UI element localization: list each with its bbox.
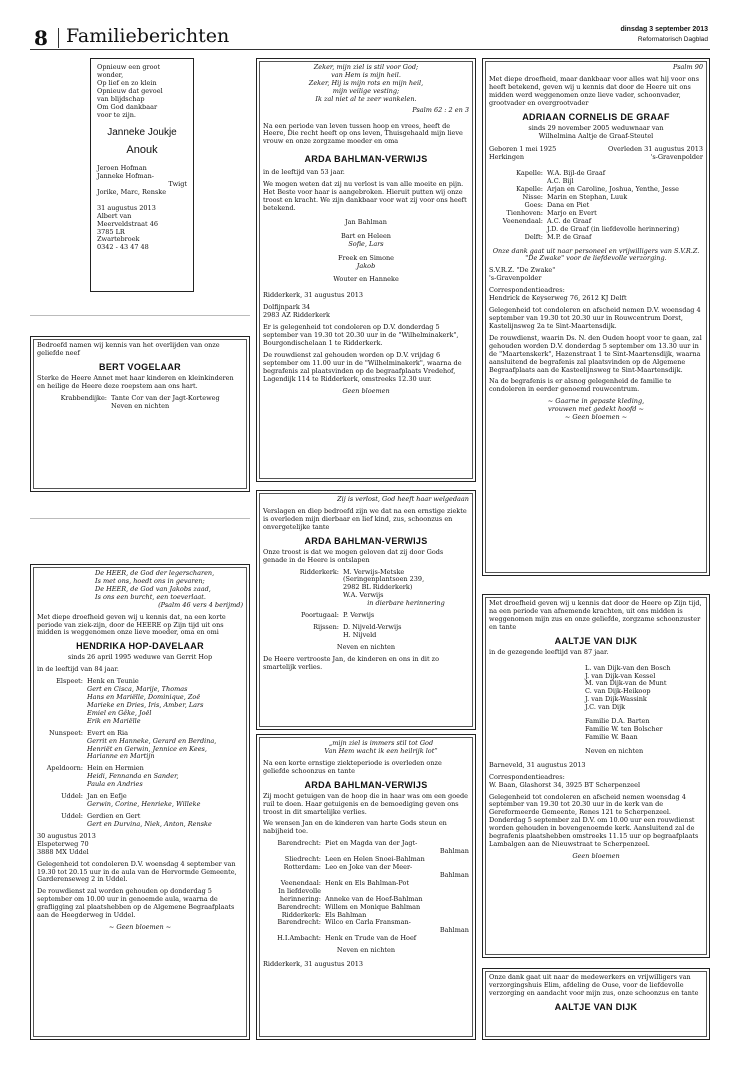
family-list	[263, 840, 469, 943]
family-names	[343, 624, 469, 640]
verse-line: Is met ons, hoedt ons in gevaren;	[95, 576, 205, 585]
address-line: 31 augustus 2013	[97, 203, 156, 212]
place-label: Tienhoven:	[506, 208, 543, 217]
family-names	[87, 793, 243, 809]
family-line: Gerdien en Gert	[87, 812, 141, 821]
family-line: 2982 BL Ridderkerk)	[343, 583, 413, 592]
family-line: Sofie, Lars	[348, 239, 384, 248]
correspondence-address: W. Baan, Glashorst 34, 3925 BT Scherpenzeel	[489, 780, 641, 789]
family-row	[263, 624, 469, 640]
family-line: J. van Dijk-van Kessel	[585, 671, 656, 680]
place-label: Rijssen:	[313, 623, 339, 632]
age-line: in de gezegende leeftijd van 87 jaar.	[489, 647, 609, 656]
closing-text: Geen bloemen	[572, 852, 620, 861]
family-row	[37, 730, 243, 762]
place-label: Goes:	[524, 200, 543, 209]
place-label: Veenendaal:	[502, 216, 543, 225]
parents	[97, 165, 187, 197]
family-line: J.D. de Graaf (in liefdevolle herinnering)	[547, 224, 680, 233]
deceased-name: BERT VOGELAAR	[99, 361, 181, 372]
family-line: A.C. Bijl	[547, 177, 574, 186]
verse-line: Van Hem wacht ik een heilrijk lot”	[324, 746, 438, 755]
closing-text: Geen bloemen	[342, 386, 390, 395]
family-line: Tante Cor van der Jagt-Korteweg	[111, 393, 220, 402]
family-line: Henk en Teunie	[87, 677, 139, 686]
psalm-verse	[263, 64, 469, 104]
psalm-verse	[37, 570, 243, 602]
family-row	[263, 935, 469, 943]
address-line: Zwartebroek	[97, 235, 140, 244]
poem-line: wonder,	[97, 70, 124, 79]
address-line: 0342 - 43 47 48	[97, 243, 149, 252]
parent-line: Jeroen Hofman	[97, 164, 147, 173]
family-row	[263, 840, 469, 848]
poem-line: voor te zijn.	[97, 110, 136, 119]
correspondence-address: Hendrick de Keyserweg 76, 2612 KJ Delft	[489, 294, 627, 303]
thanks-text: Onze dank gaat uit naar personeel en vrijwilligers van S.V.R.Z. "De Zwake" voor de liefdevolle verzorging.	[492, 246, 700, 263]
deceased-name: ARDA BAHLMAN-VERWIJS	[304, 779, 428, 790]
place-label: Ridderkerk:	[299, 567, 339, 576]
family-row	[37, 678, 243, 726]
verse	[263, 740, 469, 756]
place-date: Ridderkerk, 31 augustus 2013	[263, 960, 364, 969]
place-label: Veenendaal:	[280, 878, 321, 887]
family-names	[87, 678, 243, 726]
correspondence-label: Correspondentieadres:	[489, 286, 565, 295]
address	[489, 267, 703, 283]
section-title: Familieberichten	[66, 25, 230, 47]
family-line: D. Nijveld-Verwijs	[343, 623, 402, 632]
family-list	[489, 170, 703, 241]
family-row	[263, 864, 469, 872]
condolence-text: Gelegenheid tot condoleren en afscheid nemen woensdag 4 september van 19.30 tot 20.30 uur in de kerk van de Gereformeerde Gemeente, Renes 121 te Scherpenzeel.	[489, 792, 686, 817]
family-line: Heidi, Fennanda en Sander,	[87, 772, 179, 781]
family-line: Evert en Ria	[87, 728, 128, 737]
closing	[489, 398, 703, 422]
birth-address	[97, 205, 187, 253]
place-label: Barendrecht:	[277, 839, 321, 848]
widow-line: sinds 26 april 1995 weduwe van Gerrit Hop	[67, 653, 213, 662]
family-line: Emiel en Gêke, Joël	[87, 708, 152, 717]
address	[37, 833, 243, 857]
place-label: Ridderkerk:	[281, 910, 321, 919]
place-label: Kapelle:	[516, 185, 543, 194]
thanks-text: Onze dank gaat uit naar de medewerkers en vrijwilligers van verzorgingshuis Elim, afdeling de Ouse, voor de liefdevolle verzorging en aandacht voor mijn zus, onze schoonzus en tante	[489, 973, 699, 997]
family-line: Henk en Els Bahlman-Pot	[325, 878, 410, 887]
address	[263, 304, 469, 320]
place-label: In liefdevolle	[278, 886, 321, 895]
nephews-line: Neven en nichten	[336, 642, 396, 651]
birth-poem	[97, 64, 187, 119]
family-row	[37, 765, 243, 789]
family-list	[263, 219, 469, 285]
family-line: Gert en Cisca, Marije, Thomas	[87, 685, 188, 694]
family-line: Dana en Piet	[547, 200, 590, 209]
address-line: Dolfijnpark 34	[263, 303, 311, 312]
family-line: Gerwin, Corine, Henrieke, Willeke	[87, 800, 201, 809]
poem-line: van blijdschap	[97, 94, 145, 103]
intro-text: Verslagen en diep bedroefd zijn we dat na een ernstige ziekte is overleden mijn dierbaar en lief kind, zus, schoonzus en onvergetelijke tante	[263, 506, 467, 531]
family-line: Jan en Eefje	[87, 792, 127, 801]
birth-announcement-anouk	[90, 58, 194, 292]
place-label: Poortugaal:	[300, 611, 339, 620]
death-place: 's-Gravenpolder	[650, 153, 703, 162]
place-date: Barneveld, 31 augustus 2013	[489, 760, 586, 769]
baby-first-names: Janneke Joukje	[107, 127, 177, 139]
family-row	[37, 793, 243, 809]
obituary-aaltje-van-dijk	[482, 594, 710, 958]
address-line: 2983 AZ Ridderkerk	[263, 311, 330, 320]
family-line: Neven en nichten	[111, 401, 170, 410]
intro-text: Bedroefd namen wij kennis van het overlijden van onze geliefde neef	[37, 341, 220, 357]
family-line: Marin en Stephan, Luuk	[547, 193, 628, 202]
family-row	[489, 234, 703, 242]
family-row	[37, 813, 243, 829]
family-line: W.A. Bijl-de Graaf	[547, 169, 606, 178]
newspaper-name: Reformatorisch Dagblad	[637, 36, 708, 43]
funeral-text: De rouwdienst, waarin Ds. N. den Ouden hoopt voor te gaan, zal gehouden worden D.V. donderdag 5 september om 13.30 uur in de "Maartenskerk", Hazenstraat 1 te Sint-Maartensdijk, waarna aansluitend de begrafenis zal plaatsvinden op de Algemene Begraafplaats aan de Kasteelijnsweg te Sint-Maartensdijk.	[489, 333, 702, 374]
column-separator	[30, 518, 250, 519]
family-line: J. van Dijk-Wassink	[585, 695, 647, 704]
birth-place: Herkingen	[489, 153, 525, 162]
place-label: Uddel:	[61, 792, 83, 801]
family-line: Wouter en Hanneke	[333, 275, 399, 284]
deceased-name: HENDRIKA HOP-DAVELAAR	[76, 641, 204, 652]
family-line: Bahlman	[439, 926, 469, 935]
family-line: M.P. de Graaf	[547, 232, 592, 241]
intro-text: Met diepe droefheid geven wij u kennis dat, na een korte periode van ziek-zijn, door de HEERE op Zijn tijd uit ons midden is weggenomen onze lieve moeder, oma en omi	[37, 612, 226, 637]
funeral-text: De rouwdienst zal gehouden worden op D.V. vrijdag 6 september om 11.00 uur in de "Wilhelminakerk", waarna de begrafenis zal plaatsvinden op de begraafplaats Vredehof, Lagendijk 114 te Ridderkerk, omstreeks 12.30 uur.	[263, 350, 462, 383]
family-names	[87, 765, 243, 789]
address-line: 3888 MX Uddel	[37, 847, 89, 856]
header-divider	[58, 28, 59, 48]
nephews-line: Neven en nichten	[336, 946, 396, 955]
family-line: Bahlman	[439, 870, 469, 879]
family-line: (Seringenplantsoen 239,	[343, 575, 425, 584]
age-line: in de leeftijd van 84 jaar.	[37, 665, 119, 674]
body-text: Onze troost is dat we mogen geloven dat zij door Gods genade in de Heere is ontslapen	[263, 547, 444, 564]
family-row	[489, 226, 703, 234]
family-names	[87, 730, 243, 762]
family-line: Anneke van de Hoef-Bahlman	[325, 894, 423, 903]
deceased-name: ARDA BAHLMAN-VERWIJS	[304, 535, 428, 546]
intro-text: Met droefheid geven wij u kennis dat door de Heere op Zijn tijd, na een periode van afnemende krachten, uit ons midden is weggenomen mijn zus en onze geliefde, zorgzame schoonzuster en tante	[489, 599, 702, 631]
obituary-arda-bahlman-siblings	[256, 734, 476, 1040]
widower-line: Wilhelmina Aaltje de Graaf-Steutel	[538, 131, 654, 140]
parent-line: Twigt	[168, 179, 187, 188]
place-label: H.I.Ambacht:	[277, 934, 321, 943]
place-label: herinnering:	[279, 894, 321, 903]
family-line: W.A. Verwijs	[343, 591, 384, 600]
address-line: Albert van	[97, 211, 132, 220]
verse-line: Is ons een burcht, een toeverlaat.	[95, 592, 206, 601]
family-line: Familie W. Baan	[585, 732, 638, 741]
family-list	[37, 678, 243, 829]
closing-line: ~ Gaarne in gepaste kleding,	[547, 397, 645, 406]
deceased-name: ARDA BAHLMAN-VERWIJS	[304, 154, 428, 165]
body-text: We wensen Jan en de kinderen van harte Gods steun en nabijheid toe.	[263, 819, 447, 836]
family-line: M. van Dijk-van de Munt	[585, 679, 667, 688]
parent-line: Janneke Hofman-	[97, 171, 154, 180]
family-line: Gert en Durvina, Niek, Anton, Renske	[87, 819, 212, 828]
family-row	[37, 395, 243, 411]
family-line: Marjo en Evert	[547, 208, 597, 217]
deceased-name: AALTJE VAN DIJK	[554, 1001, 638, 1012]
family-line: Bart en Heleen	[340, 231, 391, 240]
verse-reference: Psalm 62 : 2 en 3	[412, 105, 469, 114]
birth-date: Geboren 1 mei 1925	[489, 145, 557, 154]
body-text: Sterke de Heere Annet met haar kinderen en kleinkinderen en heilige de Heere deze roepstem aan ons hart.	[37, 373, 234, 390]
death-date: Overleden 31 augustus 2013	[608, 145, 703, 154]
life-dates	[489, 146, 703, 162]
family-names	[87, 813, 243, 829]
death	[608, 146, 703, 162]
family-line: Neven en nichten	[585, 746, 644, 755]
place-label: Barendrecht:	[277, 902, 321, 911]
place-label: Apeldoorn:	[46, 764, 83, 773]
closing-line: vrouwen met gedekt hoofd ~	[548, 405, 644, 414]
verse-line: De HEER, de God der legerscharen,	[95, 569, 215, 577]
poem-line: Op lief en zo klein	[97, 78, 157, 87]
family-line: Piet en Magda van der Jagt-	[325, 839, 418, 848]
verse-line: mijn veilige vesting;	[332, 86, 400, 95]
family-line: Familie D.A. Barten	[585, 717, 650, 726]
family-line: M. Verwijs-Metske	[343, 567, 405, 576]
widower-line: sinds 29 november 2005 weduwnaar van	[528, 123, 664, 132]
verse-reference: (Psalm 46 vers 4 berijmd)	[158, 600, 243, 609]
family-line: Paula en Andries	[87, 780, 143, 789]
verse-reference: Psalm 90	[673, 63, 703, 71]
family-line: Hein en Hermien	[87, 764, 144, 773]
address-line: 's-Gravenpolder	[489, 274, 542, 283]
column-separator	[30, 315, 250, 316]
family-row	[263, 919, 469, 927]
address-line: Elspeterweg 70	[37, 839, 89, 848]
age-line: in de leeftijd van 53 jaar.	[263, 168, 345, 177]
family-line: H. Nijveld	[343, 630, 377, 639]
family-line: Henk en Trude van de Hoef	[325, 934, 417, 943]
body-text: We mogen weten dat zij nu verlost is van alle moeite en pijn. Het Beste voor haar is aangebroken. Hieruit putten wij onze troost en kracht. We zijn dankbaar voor wat zij voor ons heeft betekend.	[263, 180, 467, 212]
family-line: Jan Bahlman	[345, 217, 387, 226]
poem-line: Om God dankbaar	[97, 102, 158, 111]
obituary-adriaan-de-graaf	[482, 58, 710, 576]
family-row	[263, 612, 469, 620]
issue-date: dinsdag 3 september 2013	[620, 26, 708, 33]
obituary-bert-vogelaar	[30, 336, 250, 492]
family-line: A.C. de Graaf	[547, 216, 592, 225]
address-line: Meerveldstraat 46	[97, 219, 158, 228]
closing-text: De Heere vertrooste Jan, de kinderen en ons in dit zo smartelijk verlies.	[263, 654, 440, 671]
family-line: L. van Dijk-van den Bosch	[585, 663, 671, 672]
obituary-arda-bahlman-family	[256, 58, 476, 482]
family-row	[489, 194, 703, 202]
intro-text: Na een korte ernstige ziekteperiode is overleden onze geliefde schoonzus en tante	[263, 758, 442, 775]
place-label: Sliedrecht:	[284, 855, 321, 864]
family-line: Harianne en Martijn	[87, 752, 155, 761]
family-line: Bahlman	[439, 847, 469, 856]
place-label: Nisse:	[522, 193, 543, 202]
place-label: Delft:	[524, 232, 543, 241]
condolence-text: Er is gelegenheid tot condoleren op D.V. donderdag 5 september van 19.30 tot 20.30 uur in de "Wilhelminakerk", Bourgondischelaan 1 te Ridderkerk.	[263, 323, 459, 348]
deceased-name: AALTJE VAN DIJK	[554, 635, 638, 646]
intro-text: Met diepe droefheid, maar dankbaar voor alles wat hij voor ons heeft betekend, geven wij u kennis dat door de Heere uit ons midden werd weggenomen onze lieve vader, schoonvader, grootvader en overgrootvader	[489, 74, 700, 107]
address-line: 3785 LR	[97, 227, 125, 236]
obituary-hendrika-hop	[30, 564, 250, 1040]
body-text: Zij mocht getuigen van de hoop die in haar was om een goede ruil te doen. Haar getuigenis en de bemoediging geven ons troost in dit smartelijke verlies.	[263, 791, 468, 816]
condolence-text: Gelegenheid tot condoleren D.V. woensdag 4 september van 19.30 tot 20.15 uur in de aula van de Hervormde Gemeente, Garderenseweg 2 in Uddel.	[37, 859, 237, 884]
family-line: Hans en Mariëlle, Dominique, Zoë	[87, 693, 201, 702]
funeral-text: Donderdag 5 september zal D.V. om 10.00 uur een rouwdienst worden gehouden in bovengenoemde kerk. Aansluitend zal de begrafenis plaatshebben omstreeks 11.15 uur op begraafplaats Lambalgen aan de Nieuwstraat te Scherpenzeel.	[489, 816, 699, 849]
verse-line: Zeker, Hij is mijn rots en mijn heil,	[308, 78, 424, 87]
obituary-arda-bahlman-mother	[256, 490, 476, 730]
address-line: 30 augustus 2013	[37, 831, 96, 840]
thanks-aaltje-van-dijk	[482, 968, 710, 1040]
family-row	[489, 170, 703, 178]
family-line: C. van Dijk-Heikoop	[585, 687, 651, 696]
verse-line: De HEER, de God van Jakobs zaad,	[95, 584, 211, 593]
burial-text: Na de begrafenis is er alsnog gelegenheid de familie te condoleren in eerder genoemd rouwcentrum.	[489, 377, 672, 394]
family-row	[263, 569, 469, 609]
verse-line: Ik zal niet al te zeer wankelen.	[315, 94, 417, 103]
family-line: Freek en Simone	[337, 253, 395, 262]
place-label: Rotterdam:	[283, 863, 321, 872]
family-line: Willem en Monique Bahlman	[325, 902, 421, 911]
address-line: S.V.R.Z. "De Zwake"	[489, 266, 556, 275]
verse-line: van Hem is mijn heil.	[331, 70, 401, 79]
family-line: in dierbare herinnering	[367, 599, 445, 608]
verse-line: „mijn ziel is immers stil tot God	[328, 739, 434, 747]
family-line: Arjan en Caroline, Joshua, Yenthe, Jesse	[547, 185, 679, 194]
funeral-text: De rouwdienst zal worden gehouden op donderdag 5 september om 10.00 uur in genoemde aula, waarna de grafligging zal plaatshebben op de Algemene Begraafplaats aan de Heegderweg in Uddel.	[37, 887, 235, 920]
family-line: Henriët en Gerwin, Jennice en Kees,	[87, 744, 207, 753]
verse-line: Zeker, mijn ziel is stil voor God;	[313, 63, 419, 71]
place-label: Barendrecht:	[277, 918, 321, 927]
deceased-name: ADRIAAN CORNELIS DE GRAAF	[522, 111, 670, 122]
poem-line: Opnieuw een groot	[97, 63, 161, 71]
place-label: Kapelle:	[516, 169, 543, 178]
family-line: Leen en Helen Snoei-Bahlman	[325, 855, 425, 864]
family-list	[489, 665, 703, 756]
family-line: Leo en Joke van der Meer-	[325, 863, 413, 872]
poem-line: Opnieuw dat gevoel	[97, 86, 163, 95]
birth	[489, 146, 556, 162]
condolence-text: Gelegenheid tot condoleren en afscheid nemen D.V. woensdag 4 september van 19.30 tot 20.30 uur in Rouwcentrum Dorst, Kastelijnsweg 2a te Sint-Maartensdijk.	[489, 306, 701, 330]
family-line: Familie W. ten Bolscher	[585, 725, 663, 734]
family-names	[343, 569, 469, 609]
intro-text: Na een periode van leven tussen hoop en vrees, heeft de Heere, Die recht heeft op ons leven, Thuisgehaald mijn lieve vrouw en onze zorgzame moeder en oma	[263, 121, 463, 146]
place-label: Uddel:	[61, 812, 83, 821]
place-label: Elspeet:	[56, 677, 83, 686]
place-label: Nunspeet:	[48, 728, 83, 737]
closing-text: ~ Geen bloemen ~	[108, 923, 172, 932]
family-line: Els Bahlman	[325, 910, 367, 919]
verse-line: Zij is verlost, God heeft haar welgedaan	[337, 495, 469, 503]
family-line: Wilco en Carla Fransman-	[325, 918, 411, 927]
correspondence-label: Correspondentieadres:	[489, 772, 565, 781]
baby-name: Anouk	[126, 143, 158, 156]
family-line: Jakob	[356, 261, 376, 270]
place-label: Krabbendijke:	[60, 393, 107, 402]
page-header	[30, 22, 710, 50]
family-line: Marieke en Dries, Iris, Amber, Lars	[87, 700, 204, 709]
page-number: 8	[34, 26, 48, 50]
family-line: J.C. van Dijk	[585, 703, 626, 712]
closing-line: ~ Geen bloemen ~	[564, 413, 628, 422]
place-date: Ridderkerk, 31 augustus 2013	[263, 291, 364, 300]
family-line: P. Verwijs	[343, 611, 375, 620]
family-line: Gerrit en Hanneke, Gerard en Berdina,	[87, 736, 217, 745]
parent-line: Jorike, Marc, Renske	[97, 187, 167, 196]
family-line: Erik en Mariëlle	[87, 716, 141, 725]
family-names	[111, 395, 243, 411]
